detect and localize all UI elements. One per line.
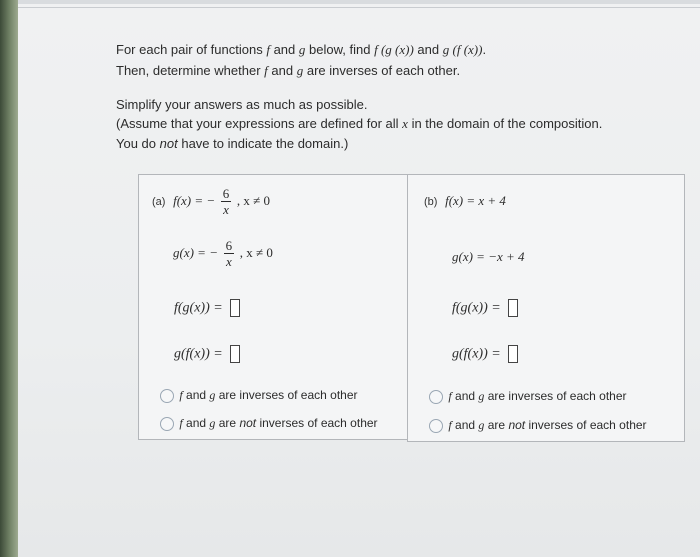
- option-text: and: [186, 388, 207, 402]
- part-b-label: (b): [424, 196, 438, 208]
- f-denominator: x: [223, 202, 229, 217]
- math-g: g: [298, 42, 306, 57]
- instruction-text: and: [271, 63, 294, 78]
- part-b-fg-label: f(g(x)) =: [452, 300, 501, 316]
- math-g: g: [478, 389, 485, 403]
- option-text: are inverses of each other: [487, 389, 627, 403]
- math-f: f: [448, 389, 452, 403]
- part-b-g-expression: g(x) = −x + 4: [452, 249, 525, 264]
- instruction-text: in the domain of the composition.: [411, 116, 603, 131]
- option-text: and: [186, 416, 207, 430]
- instruction-text: Then, determine whether: [116, 63, 261, 78]
- option-text: inverses of each other: [259, 416, 378, 430]
- part-b-fg-answer-box[interactable]: [508, 299, 518, 317]
- part-b-gf-label: g(f(x)) =: [452, 346, 501, 362]
- math-g: g: [296, 63, 304, 78]
- part-b-f-expression: f(x) = x + 4: [445, 193, 506, 208]
- option-text: and: [455, 418, 476, 432]
- part-a-gf-answer-box[interactable]: [230, 345, 240, 363]
- math-f: f: [264, 63, 268, 78]
- part-a-fg-row: [174, 299, 240, 317]
- part-b-gf-row: [452, 345, 518, 363]
- instruction-text: For each pair of functions: [116, 42, 263, 57]
- f-condition: , x ≠ 0: [236, 192, 271, 208]
- radio-button[interactable]: [429, 390, 443, 404]
- emphasis-not: not: [159, 136, 178, 151]
- option-text: are: [218, 416, 237, 430]
- g-condition: , x ≠ 0: [239, 244, 273, 260]
- math-f: f: [179, 416, 183, 430]
- part-a-g-definition: [173, 238, 273, 269]
- instruction-text: are inverses of each other.: [306, 63, 461, 78]
- instruction-text: below, find: [309, 42, 371, 57]
- part-b-option-not-inverses[interactable]: [429, 418, 647, 433]
- option-text: are inverses of each other: [218, 388, 358, 402]
- g-fraction: [224, 238, 235, 269]
- f-lhs: f(x) = −: [173, 192, 216, 208]
- radio-button[interactable]: [160, 417, 174, 431]
- math-f: f: [266, 42, 270, 57]
- g-lhs: g(x) = −: [173, 244, 218, 260]
- option-text: and: [455, 389, 476, 403]
- part-b-f-definition: [424, 193, 506, 209]
- instruction-text: (Assume that your expressions are defined for all: [116, 116, 399, 131]
- instruction-text: You do: [116, 136, 157, 151]
- instruction-text: have to indicate the domain.): [181, 136, 349, 151]
- part-a-f-definition: [152, 186, 270, 217]
- part-a-option-not-inverses[interactable]: [160, 416, 378, 431]
- part-a-fg-label: f(g(x)) =: [174, 300, 223, 316]
- part-b-option-inverses[interactable]: [429, 389, 627, 404]
- top-rule: [18, 0, 700, 4]
- instruction-line-5: [116, 134, 348, 154]
- radio-button[interactable]: [160, 389, 174, 403]
- math-f: f: [448, 418, 452, 432]
- part-a-gf-row: [174, 345, 240, 363]
- g-denominator: x: [225, 254, 232, 269]
- part-b-gf-answer-box[interactable]: [508, 345, 518, 363]
- f-fraction: [221, 186, 232, 217]
- part-a-fg-answer-box[interactable]: [230, 299, 240, 317]
- instruction-line-2: [116, 61, 460, 81]
- part-a-option-inverses[interactable]: [160, 388, 358, 403]
- math-gfx: g (f (x)): [442, 42, 483, 57]
- math-f: f: [179, 388, 183, 402]
- part-a-label: (a): [152, 195, 166, 208]
- math-x: x: [402, 116, 408, 131]
- math-g: g: [209, 388, 216, 402]
- math-g: g: [478, 418, 485, 432]
- option-text: inverses of each other: [528, 418, 647, 432]
- separator-line: [18, 7, 700, 8]
- g-numerator: 6: [225, 238, 233, 253]
- instruction-text: and: [273, 42, 296, 57]
- instruction-text: and: [417, 42, 440, 57]
- background-edge: [0, 0, 20, 557]
- emphasis-not: not: [239, 416, 257, 430]
- math-g: g: [209, 416, 216, 430]
- part-b-g-definition: [452, 249, 525, 265]
- instruction-line-3: Simplify your answers as much as possible.: [116, 97, 368, 112]
- radio-button[interactable]: [429, 419, 443, 433]
- math-fgx: f (g (x)): [374, 42, 414, 57]
- part-a-gf-label: g(f(x)) =: [174, 346, 223, 362]
- part-b-fg-row: [452, 299, 518, 317]
- f-numerator: 6: [222, 186, 230, 201]
- instruction-line-1: For each pair of functions f and g below, find f (g (x)) and g (f (x)).: [116, 42, 487, 57]
- option-text: are: [487, 418, 506, 432]
- emphasis-not: not: [508, 418, 526, 432]
- instruction-line-4: [116, 114, 602, 134]
